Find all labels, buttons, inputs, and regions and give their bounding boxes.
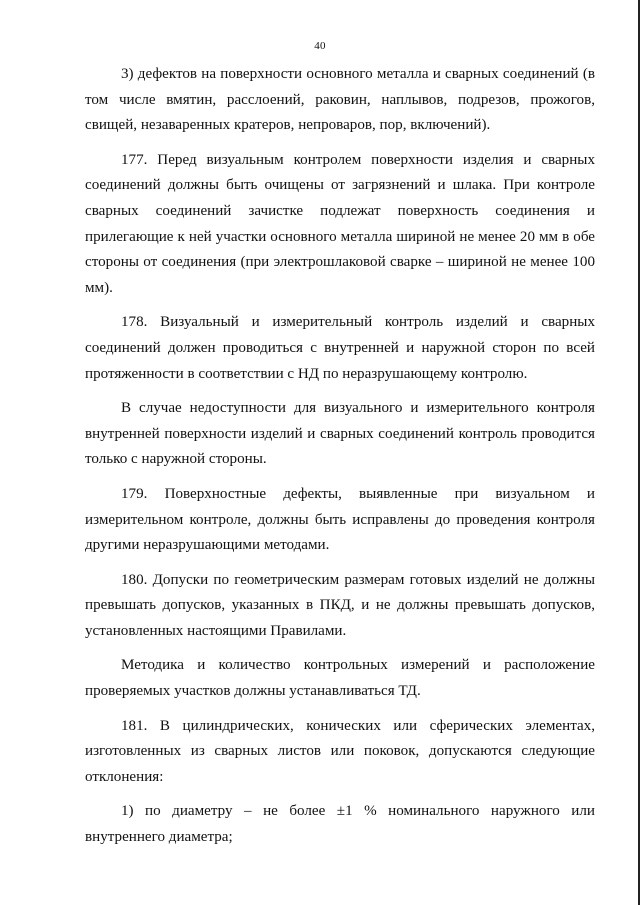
paragraph-defects-list-item-3: 3) дефектов на поверхности основного металла и сварных соединений (в том числе вмятин, расслоений, раковин, наплывов, подрезов, прожогов, свищей, незаваренных кратеров, непроваров, пор, включений). xyxy=(85,66,595,134)
paragraph-180: 180. Допуски по геометрическим размерам готовых изделий не должны превышать допусков, указанных в ПКД, и не должны превышать допусков, установленных настоящими Правилами. xyxy=(85,571,595,639)
paragraph-measurement-method: Методика и количество контрольных измерений и расположение проверяемых участков должны устанавливаться ТД. xyxy=(85,657,595,700)
paragraph-outer-side-control: В случае недоступности для визуального и измерительного контроля внутренней поверхности изделий и сварных соединений контроль проводится только с наружной стороны. xyxy=(85,400,595,468)
paragraph-177: 177. Перед визуальным контролем поверхности изделия и сварных соединений должны быть очищены от загрязнений и шлака. При контроле сварных соединений зачистке подлежат поверхность соединения и прилегающие к ней участки основного металла шириной не менее 20 мм в обе стороны от соединения (при электрошлаковой сварке – шириной не менее 100 мм). xyxy=(85,151,595,296)
paragraph-diameter-tolerance: 1) по диаметру – не более ±1 % номинального наружного или внутреннего диаметра; xyxy=(85,803,595,846)
document-body xyxy=(85,62,595,860)
paragraph-178: 178. Визуальный и измерительный контроль изделий и сварных соединений должен проводиться с внутренней и наружной сторон по всей протяженности в соответствии с НД по неразрушающему контролю. xyxy=(85,314,595,382)
paragraph-179: 179. Поверхностные дефекты, выявленные при визуальном и измерительном контроле, должны быть исправлены до проведения контроля другими неразрушающими методами. xyxy=(85,485,595,554)
page-number: 40 xyxy=(314,40,326,52)
paragraph-181: 181. В цилиндрических, конических или сферических элементах, изготовленных из сварных листов или поковок, допускаются следующие отклонения: xyxy=(85,717,595,785)
